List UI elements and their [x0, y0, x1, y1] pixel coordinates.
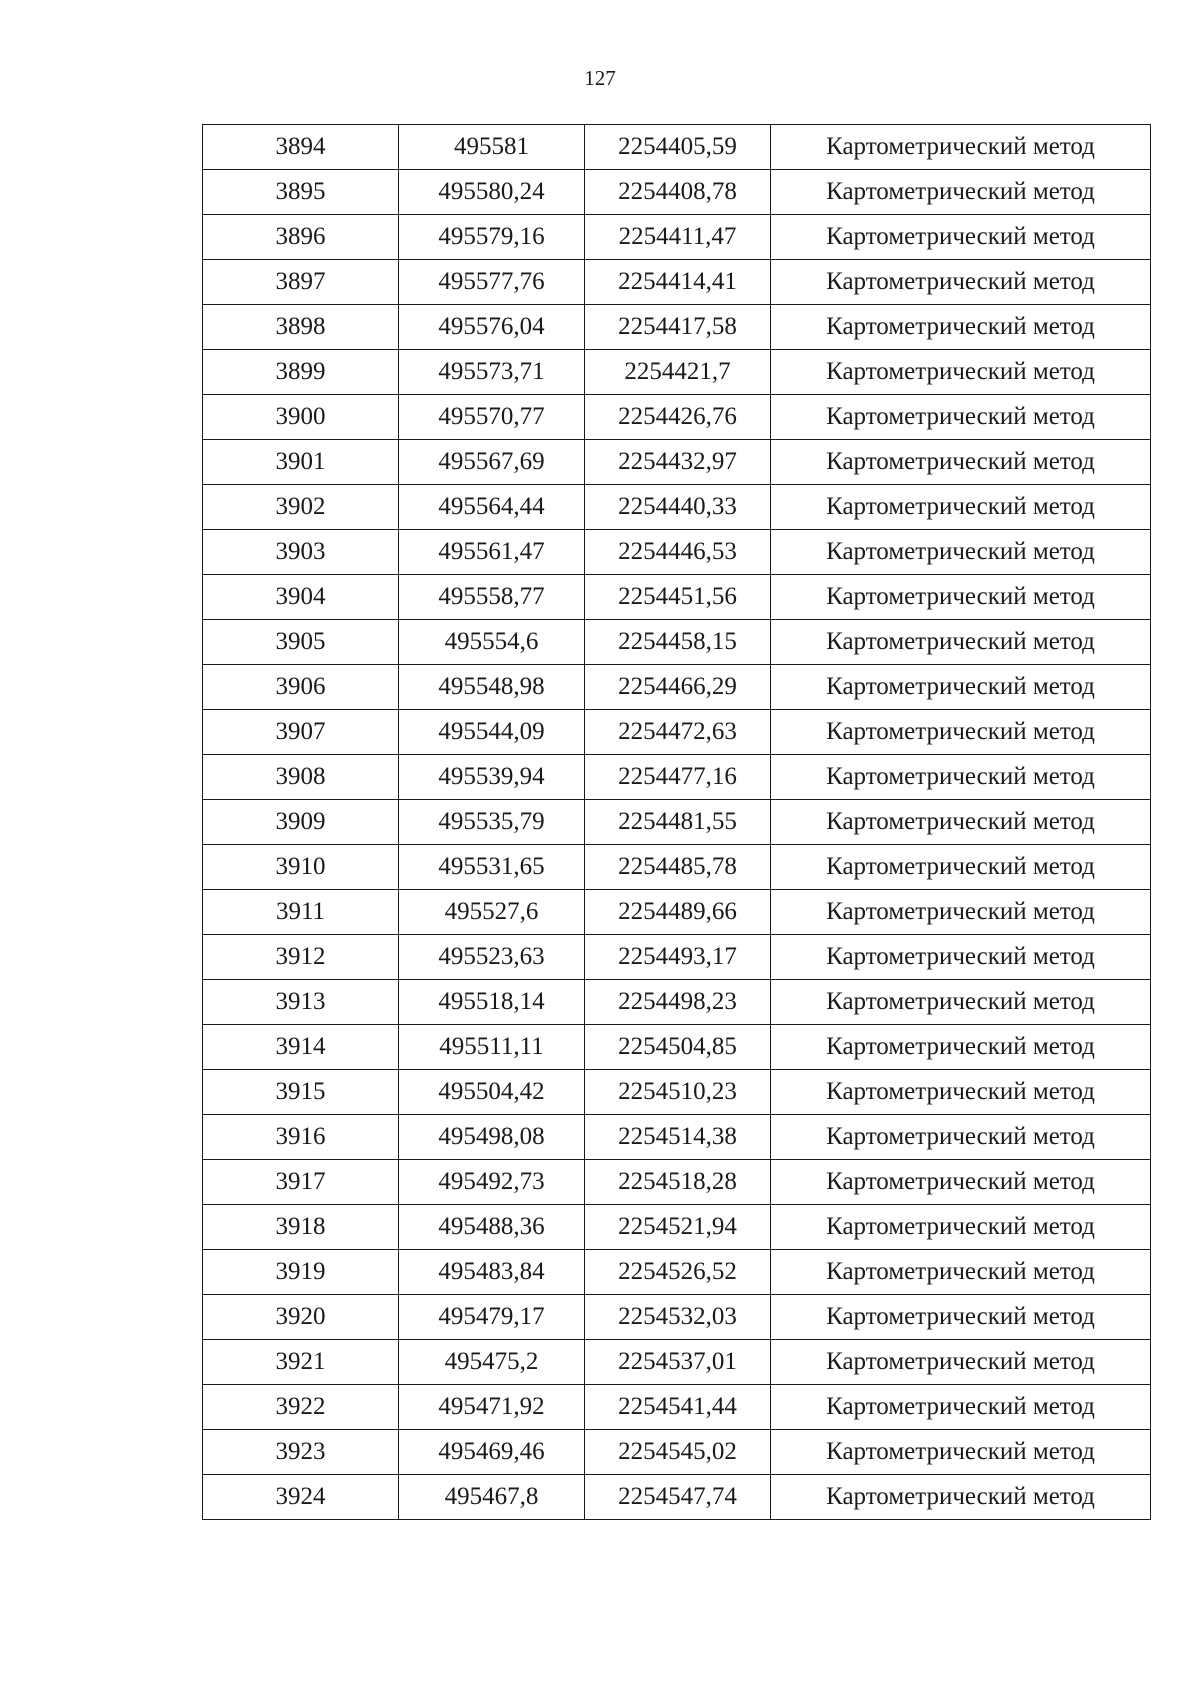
- point-number-cell: 3900: [203, 395, 399, 440]
- x-coordinate-cell: 495564,44: [399, 485, 585, 530]
- y-coordinate-cell: 2254521,94: [585, 1205, 771, 1250]
- method-cell: Картометрический метод: [771, 935, 1151, 980]
- point-number-cell: 3898: [203, 305, 399, 350]
- table-row: [203, 485, 1151, 530]
- x-coordinate-cell: 495558,77: [399, 575, 585, 620]
- method-cell: Картометрический метод: [771, 395, 1151, 440]
- x-coordinate-cell: 495488,36: [399, 1205, 585, 1250]
- y-coordinate-cell: 2254545,02: [585, 1430, 771, 1475]
- x-coordinate-cell: 495511,11: [399, 1025, 585, 1070]
- method-cell: Картометрический метод: [771, 620, 1151, 665]
- table-row: [203, 755, 1151, 800]
- y-coordinate-cell: 2254432,97: [585, 440, 771, 485]
- method-cell: Картометрический метод: [771, 1025, 1151, 1070]
- point-number-cell: 3920: [203, 1295, 399, 1340]
- x-coordinate-cell: 495523,63: [399, 935, 585, 980]
- point-number-cell: 3918: [203, 1205, 399, 1250]
- x-coordinate-cell: 495581: [399, 125, 585, 170]
- point-number-cell: 3911: [203, 890, 399, 935]
- method-cell: Картометрический метод: [771, 1250, 1151, 1295]
- method-cell: Картометрический метод: [771, 1070, 1151, 1115]
- y-coordinate-cell: 2254493,17: [585, 935, 771, 980]
- y-coordinate-cell: 2254541,44: [585, 1385, 771, 1430]
- point-number-cell: 3905: [203, 620, 399, 665]
- method-cell: Картометрический метод: [771, 125, 1151, 170]
- method-cell: Картометрический метод: [771, 1205, 1151, 1250]
- point-number-cell: 3909: [203, 800, 399, 845]
- point-number-cell: 3908: [203, 755, 399, 800]
- table-row: [203, 665, 1151, 710]
- method-cell: Картометрический метод: [771, 260, 1151, 305]
- point-number-cell: 3894: [203, 125, 399, 170]
- y-coordinate-cell: 2254417,58: [585, 305, 771, 350]
- method-cell: Картометрический метод: [771, 305, 1151, 350]
- x-coordinate-cell: 495498,08: [399, 1115, 585, 1160]
- point-number-cell: 3923: [203, 1430, 399, 1475]
- y-coordinate-cell: 2254472,63: [585, 710, 771, 755]
- y-coordinate-cell: 2254547,74: [585, 1475, 771, 1520]
- x-coordinate-cell: 495469,46: [399, 1430, 585, 1475]
- method-cell: Картометрический метод: [771, 350, 1151, 395]
- point-number-cell: 3912: [203, 935, 399, 980]
- x-coordinate-cell: 495576,04: [399, 305, 585, 350]
- point-number-cell: 3915: [203, 1070, 399, 1115]
- method-cell: Картометрический метод: [771, 530, 1151, 575]
- point-number-cell: 3904: [203, 575, 399, 620]
- coordinates-table-body: [203, 125, 1151, 1520]
- x-coordinate-cell: 495577,76: [399, 260, 585, 305]
- method-cell: Картометрический метод: [771, 170, 1151, 215]
- table-row: [203, 800, 1151, 845]
- y-coordinate-cell: 2254466,29: [585, 665, 771, 710]
- point-number-cell: 3902: [203, 485, 399, 530]
- point-number-cell: 3896: [203, 215, 399, 260]
- table-row: [203, 440, 1151, 485]
- y-coordinate-cell: 2254526,52: [585, 1250, 771, 1295]
- table-row: [203, 845, 1151, 890]
- point-number-cell: 3906: [203, 665, 399, 710]
- table-row: [203, 1115, 1151, 1160]
- table-row: [203, 1160, 1151, 1205]
- table-row: [203, 305, 1151, 350]
- table-row: [203, 935, 1151, 980]
- table-row: [203, 575, 1151, 620]
- y-coordinate-cell: 2254532,03: [585, 1295, 771, 1340]
- point-number-cell: 3913: [203, 980, 399, 1025]
- method-cell: Картометрический метод: [771, 1430, 1151, 1475]
- x-coordinate-cell: 495561,47: [399, 530, 585, 575]
- method-cell: Картометрический метод: [771, 980, 1151, 1025]
- point-number-cell: 3897: [203, 260, 399, 305]
- point-number-cell: 3910: [203, 845, 399, 890]
- y-coordinate-cell: 2254411,47: [585, 215, 771, 260]
- point-number-cell: 3919: [203, 1250, 399, 1295]
- point-number-cell: 3901: [203, 440, 399, 485]
- x-coordinate-cell: 495580,24: [399, 170, 585, 215]
- method-cell: Картометрический метод: [771, 755, 1151, 800]
- table-row: [203, 1070, 1151, 1115]
- x-coordinate-cell: 495467,8: [399, 1475, 585, 1520]
- y-coordinate-cell: 2254477,16: [585, 755, 771, 800]
- x-coordinate-cell: 495535,79: [399, 800, 585, 845]
- point-number-cell: 3914: [203, 1025, 399, 1070]
- table-row: [203, 1250, 1151, 1295]
- method-cell: Картометрический метод: [771, 1340, 1151, 1385]
- y-coordinate-cell: 2254498,23: [585, 980, 771, 1025]
- table-row: [203, 1385, 1151, 1430]
- table-row: [203, 710, 1151, 755]
- method-cell: Картометрический метод: [771, 665, 1151, 710]
- y-coordinate-cell: 2254489,66: [585, 890, 771, 935]
- method-cell: Картометрический метод: [771, 1295, 1151, 1340]
- table-row: [203, 1475, 1151, 1520]
- y-coordinate-cell: 2254440,33: [585, 485, 771, 530]
- table-row: [203, 215, 1151, 260]
- table-row: [203, 620, 1151, 665]
- x-coordinate-cell: 495531,65: [399, 845, 585, 890]
- x-coordinate-cell: 495471,92: [399, 1385, 585, 1430]
- method-cell: Картометрический метод: [771, 440, 1151, 485]
- y-coordinate-cell: 2254446,53: [585, 530, 771, 575]
- point-number-cell: 3916: [203, 1115, 399, 1160]
- y-coordinate-cell: 2254421,7: [585, 350, 771, 395]
- y-coordinate-cell: 2254426,76: [585, 395, 771, 440]
- y-coordinate-cell: 2254405,59: [585, 125, 771, 170]
- table-row: [203, 170, 1151, 215]
- method-cell: Картометрический метод: [771, 485, 1151, 530]
- y-coordinate-cell: 2254451,56: [585, 575, 771, 620]
- table-row: [203, 395, 1151, 440]
- y-coordinate-cell: 2254518,28: [585, 1160, 771, 1205]
- point-number-cell: 3924: [203, 1475, 399, 1520]
- x-coordinate-cell: 495539,94: [399, 755, 585, 800]
- x-coordinate-cell: 495579,16: [399, 215, 585, 260]
- y-coordinate-cell: 2254408,78: [585, 170, 771, 215]
- x-coordinate-cell: 495570,77: [399, 395, 585, 440]
- point-number-cell: 3917: [203, 1160, 399, 1205]
- page-number: 127: [584, 66, 616, 90]
- point-number-cell: 3921: [203, 1340, 399, 1385]
- y-coordinate-cell: 2254485,78: [585, 845, 771, 890]
- x-coordinate-cell: 495483,84: [399, 1250, 585, 1295]
- y-coordinate-cell: 2254510,23: [585, 1070, 771, 1115]
- method-cell: Картометрический метод: [771, 890, 1151, 935]
- x-coordinate-cell: 495479,17: [399, 1295, 585, 1340]
- y-coordinate-cell: 2254414,41: [585, 260, 771, 305]
- y-coordinate-cell: 2254504,85: [585, 1025, 771, 1070]
- method-cell: Картометрический метод: [771, 1115, 1151, 1160]
- point-number-cell: 3899: [203, 350, 399, 395]
- table-row: [203, 530, 1151, 575]
- table-row: [203, 125, 1151, 170]
- method-cell: Картометрический метод: [771, 845, 1151, 890]
- y-coordinate-cell: 2254458,15: [585, 620, 771, 665]
- x-coordinate-cell: 495475,2: [399, 1340, 585, 1385]
- coordinates-table: [202, 124, 1151, 1520]
- table-row: [203, 1295, 1151, 1340]
- x-coordinate-cell: 495504,42: [399, 1070, 585, 1115]
- y-coordinate-cell: 2254481,55: [585, 800, 771, 845]
- table-row: [203, 1025, 1151, 1070]
- table-row: [203, 1340, 1151, 1385]
- x-coordinate-cell: 495554,6: [399, 620, 585, 665]
- table-row: [203, 980, 1151, 1025]
- method-cell: Картометрический метод: [771, 575, 1151, 620]
- x-coordinate-cell: 495518,14: [399, 980, 585, 1025]
- y-coordinate-cell: 2254537,01: [585, 1340, 771, 1385]
- x-coordinate-cell: 495548,98: [399, 665, 585, 710]
- x-coordinate-cell: 495544,09: [399, 710, 585, 755]
- table-row: [203, 1205, 1151, 1250]
- y-coordinate-cell: 2254514,38: [585, 1115, 771, 1160]
- x-coordinate-cell: 495573,71: [399, 350, 585, 395]
- point-number-cell: 3922: [203, 1385, 399, 1430]
- table-row: [203, 890, 1151, 935]
- point-number-cell: 3907: [203, 710, 399, 755]
- table-row: [203, 350, 1151, 395]
- method-cell: Картометрический метод: [771, 1475, 1151, 1520]
- table-row: [203, 1430, 1151, 1475]
- method-cell: Картометрический метод: [771, 800, 1151, 845]
- table-row: [203, 260, 1151, 305]
- point-number-cell: 3895: [203, 170, 399, 215]
- x-coordinate-cell: 495492,73: [399, 1160, 585, 1205]
- method-cell: Картометрический метод: [771, 1160, 1151, 1205]
- method-cell: Картометрический метод: [771, 710, 1151, 755]
- method-cell: Картометрический метод: [771, 1385, 1151, 1430]
- x-coordinate-cell: 495527,6: [399, 890, 585, 935]
- point-number-cell: 3903: [203, 530, 399, 575]
- method-cell: Картометрический метод: [771, 215, 1151, 260]
- x-coordinate-cell: 495567,69: [399, 440, 585, 485]
